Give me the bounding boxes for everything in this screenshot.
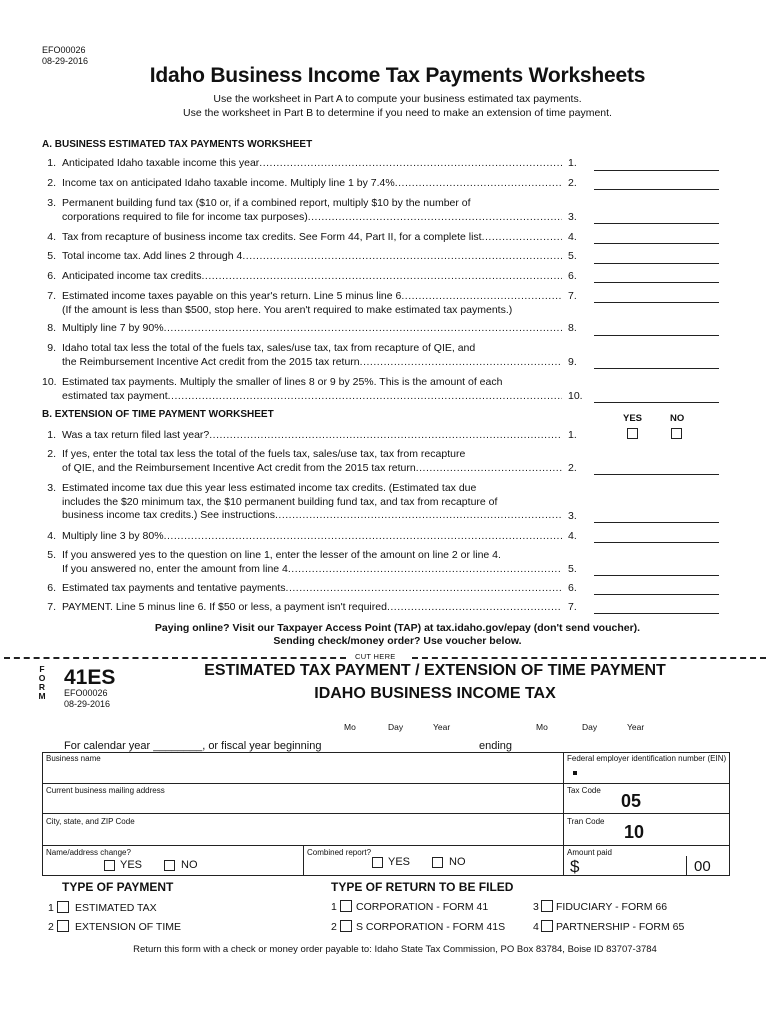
- page-subtitle: [0, 92, 770, 120]
- line-ref: 4.: [568, 231, 577, 243]
- corporation-form-41-checkbox[interactable]: [340, 900, 352, 912]
- fiduciary-form-66-label: FIDUCIARY - FORM 66: [556, 901, 668, 913]
- mailing-address-label: Current business mailing address: [46, 786, 165, 795]
- part-a-line-4: [42, 231, 562, 245]
- combined-report-yes-checkbox[interactable]: [372, 857, 383, 868]
- no-column-label: NO: [670, 413, 685, 424]
- line-text: If you answered yes to the question on line 1, enter the lesser of the amount on line 2 or line 4.: [62, 549, 501, 561]
- line-text: Multiply line 3 by 80%: [62, 530, 164, 542]
- part-b-line-7: [42, 601, 562, 615]
- line-number: 4.: [47, 530, 56, 542]
- part-a-line-7-field[interactable]: [594, 302, 719, 303]
- yes-column-label: YES: [623, 413, 643, 424]
- part-a-line-5: [42, 250, 562, 264]
- part-a-line-6-field[interactable]: [594, 282, 719, 283]
- part-a-line-9-field[interactable]: [594, 368, 719, 369]
- part-a-line-4-field[interactable]: [594, 243, 719, 244]
- part-b-line-4-field[interactable]: [594, 542, 719, 543]
- name-change-yes-label: YES: [120, 859, 143, 871]
- line-text: If yes, enter the total tax less the total of the fuels tax, sales/use tax, tax from recapture: [62, 448, 466, 460]
- line-text: Estimated income taxes payable on this year's return. Line 5 minus line 6: [62, 290, 402, 302]
- line-text: Idaho total tax less the total of the fuels tax, sales/use tax, tax from recapture of QIE, and: [62, 342, 476, 354]
- voucher-title-2: IDAHO BUSINESS INCOME TAX: [314, 685, 556, 702]
- line-text: Estimated tax payments. Multiply the smaller of lines 8 or 9 by 25%. This is the amount of each: [62, 376, 503, 388]
- line-ref: 9.: [568, 356, 577, 368]
- amount-paid-label: Amount paid: [567, 848, 612, 857]
- part-a-line-8: [42, 322, 562, 336]
- return-option-num: 1: [331, 901, 337, 913]
- line-number: 8.: [47, 322, 56, 334]
- line-ref: 6.: [568, 582, 577, 594]
- line-text: the Reimbursement Incentive Act credit from the 2015 tax return: [62, 355, 360, 368]
- part-a-line-8-field[interactable]: [594, 335, 719, 336]
- partnership-form-65-label: PARTNERSHIP - FORM 65: [556, 921, 685, 933]
- combined-report-no-checkbox[interactable]: [432, 857, 443, 868]
- line-text: Anticipated income tax credits: [62, 270, 202, 282]
- line-ref: 3.: [568, 211, 577, 223]
- type-of-return-heading: TYPE OF RETURN TO BE FILED: [331, 880, 514, 894]
- line-ref: 2.: [568, 462, 577, 474]
- ein-label: Federal employer identification number (EIN): [567, 754, 727, 763]
- filed-last-year-no-checkbox[interactable]: [671, 428, 682, 439]
- part-a-line-9: [42, 342, 562, 369]
- line-text: Estimated income tax due this year less estimated income tax credits. (Estimated tax due: [62, 482, 477, 494]
- part-b-line-6-field[interactable]: [594, 594, 719, 595]
- part-a-line-3-field[interactable]: [594, 223, 719, 224]
- fiduciary-form-66-checkbox[interactable]: [541, 900, 553, 912]
- calendar-year-text: For calendar year ________, or fiscal year beginning: [64, 740, 322, 752]
- part-b-heading: B. EXTENSION OF TIME PAYMENT WORKSHEET: [42, 409, 274, 420]
- s-corporation-form-41s-checkbox[interactable]: [340, 920, 352, 932]
- form-letter: M: [38, 691, 46, 701]
- name-change-no-checkbox[interactable]: [164, 860, 175, 871]
- cents-divider: [686, 856, 687, 876]
- part-a-line-5-field[interactable]: [594, 263, 719, 264]
- end-year-label: Year: [627, 722, 645, 732]
- end-day-label: Day: [582, 722, 598, 732]
- subtitle-line-2: Use the worksheet in Part B to determine if you need to make an extension of time payment.: [183, 107, 612, 119]
- part-a-line-1-field[interactable]: [594, 170, 719, 171]
- line-number: 1.: [47, 157, 56, 169]
- line-number: 7.: [47, 290, 56, 302]
- line-text: Anticipated Idaho taxable income this year: [62, 157, 260, 169]
- subtitle-line-1: Use the worksheet in Part A to compute your business estimated tax payments.: [213, 93, 582, 105]
- form-letter: R: [38, 682, 46, 692]
- return-option-num: 2: [331, 921, 337, 933]
- form-date: 08-29-2016: [42, 56, 89, 66]
- line-text: Income tax on anticipated Idaho taxable income. Multiply line 1 by 7.4%: [62, 177, 395, 189]
- payment-notes: [0, 622, 770, 648]
- combined-report-label: Combined report?: [307, 848, 372, 857]
- city-state-zip-label: City, state, and ZIP Code: [46, 817, 135, 826]
- partnership-form-65-checkbox[interactable]: [541, 920, 553, 932]
- line-text: business income tax credits.) See instructions: [62, 509, 276, 521]
- line-text: (If the amount is less than $500, stop here. You aren't required to make estimated tax payments.): [62, 303, 513, 316]
- combined-report-yes-label: YES: [388, 856, 411, 868]
- form-letter: O: [38, 673, 46, 683]
- ein-separator-dot: [573, 771, 577, 775]
- line-ref: 5.: [568, 563, 577, 575]
- line-ref: 8.: [568, 322, 577, 334]
- line-number: 6.: [47, 270, 56, 282]
- estimated-tax-checkbox[interactable]: [57, 901, 69, 913]
- line-ref: 5.: [568, 250, 577, 262]
- part-b-line-5: [42, 549, 562, 576]
- part-b-line-1: [42, 429, 562, 443]
- part-a-line-10-field[interactable]: [594, 402, 719, 403]
- return-instructions-footer: Return this form with a check or money order payable to: Idaho State Tax Commission, PO Box 83784, Boise ID 83707-3784: [133, 944, 657, 955]
- line-text: If you answered no, enter the amount from line 4: [62, 562, 288, 575]
- combined-report-no-label: NO: [449, 856, 466, 868]
- part-a-line-1: [42, 157, 562, 171]
- cut-dash-right: [412, 657, 766, 659]
- line-number: 2.: [47, 177, 56, 189]
- filed-last-year-yes-checkbox[interactable]: [627, 428, 638, 439]
- line-ref: 6.: [568, 270, 577, 282]
- line-number: 7.: [47, 601, 56, 613]
- line-text: estimated tax payment: [62, 389, 168, 402]
- payment-option-num: 1: [48, 902, 54, 914]
- part-b-line-3-field[interactable]: [594, 522, 719, 523]
- tax-code-label: Tax Code: [567, 786, 601, 795]
- line-text: Estimated tax payments and tentative payments: [62, 582, 286, 594]
- line-ref: 1.: [568, 157, 577, 169]
- line-text: PAYMENT. Line 5 minus line 6. If $50 or less, a payment isn't required: [62, 601, 387, 613]
- part-a-line-2: [42, 177, 562, 191]
- begin-mo-label: Mo: [344, 722, 356, 732]
- line-number: 5.: [47, 250, 56, 262]
- business-name-field[interactable]: [42, 752, 564, 784]
- payment-option-num: 2: [48, 921, 54, 933]
- line-ref: 3.: [568, 510, 577, 522]
- paying-online-note: Paying online? Visit our Taxpayer Access Point (TAP) at tax.idaho.gov/epay (don't send voucher).: [154, 622, 641, 634]
- part-b-line-4: [42, 530, 562, 544]
- line-number: 6.: [47, 582, 56, 594]
- tran-code-label: Tran Code: [567, 817, 605, 826]
- page-title: Idaho Business Income Tax Payments Worksheets: [149, 64, 646, 87]
- line-text: includes the $20 minimum tax, the $10 permanent building fund tax, and tax from recapture of: [62, 495, 498, 508]
- line-number: 4.: [47, 231, 56, 243]
- voucher-form-code: [64, 688, 110, 710]
- line-number: 3.: [47, 197, 56, 209]
- cut-dash-left: [4, 657, 346, 659]
- line-text: Total income tax. Add lines 2 through 4: [62, 250, 243, 262]
- line-text: of QIE, and the Reimbursement Incentive Act credit from the 2015 tax return: [62, 461, 416, 474]
- line-number: 2.: [47, 448, 56, 460]
- line-text: Tax from recapture of business income tax credits. See Form 44, Part II, for a complete list: [62, 231, 482, 243]
- tran-code-value: 10: [624, 822, 645, 842]
- part-b-line-5-field[interactable]: [594, 575, 719, 576]
- part-b-line-7-field[interactable]: [594, 613, 719, 614]
- ending-text: ending: [479, 740, 513, 752]
- extension-of-time-label: EXTENSION OF TIME: [75, 921, 181, 933]
- dollar-sign: $: [570, 857, 580, 876]
- line-ref: 7.: [568, 601, 577, 613]
- return-option-num: 4: [533, 921, 539, 933]
- form-letters: [38, 665, 46, 701]
- sending-check-note: Sending check/money order? Use voucher below.: [273, 635, 522, 647]
- form-letter: F: [39, 664, 45, 674]
- line-ref: 4.: [568, 530, 577, 542]
- form-code: EFO00026: [64, 688, 108, 698]
- line-text: Was a tax return filed last year?: [62, 429, 210, 441]
- line-number: 3.: [47, 482, 56, 494]
- line-text: Permanent building fund tax ($10 or, if a combined report, multiply $10 by the number of: [62, 197, 471, 209]
- line-ref: 10.: [568, 390, 583, 402]
- name-change-label: Name/address change?: [46, 848, 131, 857]
- end-mo-label: Mo: [536, 722, 548, 732]
- part-b-line-3: [42, 482, 562, 523]
- begin-year-label: Year: [433, 722, 451, 732]
- begin-day-label: Day: [388, 722, 404, 732]
- cents-value: 00: [694, 858, 711, 875]
- type-of-payment-heading: TYPE OF PAYMENT: [62, 880, 174, 894]
- part-a-line-7: [42, 290, 562, 317]
- s-corporation-form-41s-label: S CORPORATION - FORM 41S: [356, 921, 506, 933]
- line-number: 5.: [47, 549, 56, 561]
- line-text: corporations required to file for income tax purposes): [62, 210, 308, 223]
- name-change-no-label: NO: [181, 859, 198, 871]
- line-number: 9.: [47, 342, 56, 354]
- part-a-heading: A. BUSINESS ESTIMATED TAX PAYMENTS WORKSHEET: [42, 139, 313, 150]
- form-number: 41ES: [64, 666, 116, 689]
- estimated-tax-label: ESTIMATED TAX: [75, 902, 157, 914]
- line-number: 1.: [47, 429, 56, 441]
- form-date: 08-29-2016: [64, 699, 111, 709]
- tax-code-value: 05: [621, 791, 642, 811]
- part-a-line-2-field[interactable]: [594, 189, 719, 190]
- part-b-line-6: [42, 582, 562, 596]
- part-b-line-2: [42, 448, 562, 475]
- name-change-yes-checkbox[interactable]: [104, 860, 115, 871]
- form-code: EFO00026: [42, 45, 86, 55]
- line-number: 10.: [42, 376, 57, 388]
- return-option-num: 3: [533, 901, 539, 913]
- part-a-line-10: [42, 376, 562, 403]
- corporation-form-41-label: CORPORATION - FORM 41: [356, 901, 489, 913]
- extension-of-time-checkbox[interactable]: [57, 920, 69, 932]
- line-ref: 7.: [568, 290, 577, 302]
- part-a-line-3: [42, 197, 562, 224]
- part-a-line-6: [42, 270, 562, 284]
- cut-here-label: CUT HERE: [355, 652, 396, 661]
- voucher-title-1: ESTIMATED TAX PAYMENT / EXTENSION OF TIME PAYMENT: [204, 662, 666, 679]
- line-text: Multiply line 7 by 90%: [62, 322, 164, 334]
- line-ref: 2.: [568, 177, 577, 189]
- part-b-line-2-field[interactable]: [594, 474, 719, 475]
- line-ref: 1.: [568, 429, 577, 441]
- business-name-label: Business name: [46, 754, 101, 763]
